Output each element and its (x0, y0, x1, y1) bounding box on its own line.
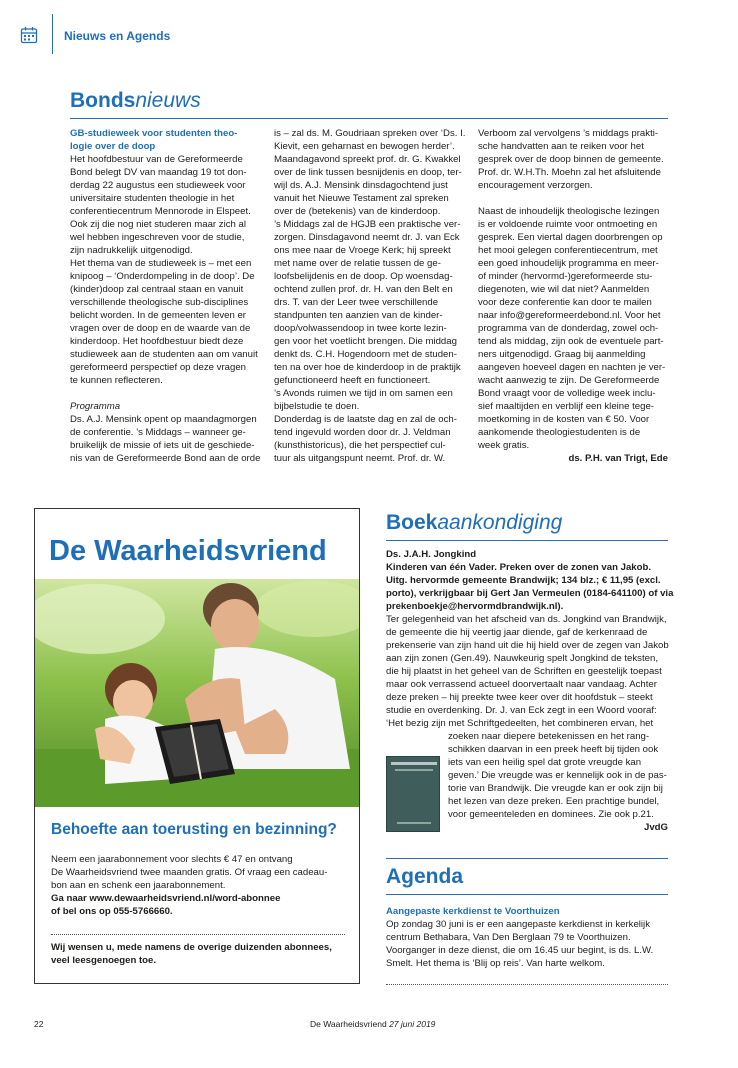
advert-footer-line: Wij wensen u, mede namens de overige duizenden abonnees, (51, 942, 332, 953)
agenda-line: Op zondag 30 juni is er een aangepaste kerkdienst in kerkelijk (386, 919, 650, 930)
body-line: Bond belegt DV van maandag 19 tot don- (70, 167, 247, 178)
advert-text-line: De Waarheidsvriend twee maanden gratis. Of vraag een cadeau- (51, 867, 328, 878)
body-line: wijl ds. A.J. Mensink dinsdagochtend just (274, 180, 448, 191)
body-line: aangeven hoeveel dagen en nachten je ver- (478, 362, 666, 373)
programma-label: Programma (70, 401, 121, 412)
review-line: schikken daarvan in een preek heeft bij tijden ook (448, 744, 659, 755)
book-bib-line: porto), verkrijgbaar bij Gert Jan Vermeulen (0184-641100) of via (386, 588, 674, 599)
body-line: Maandagavond spreekt prof. dr. G. Kwakkel (274, 154, 461, 165)
body-line: is er voldoende ruimte voor ontmoeting en (478, 219, 658, 230)
body-line: is – zal ds. M. Goudriaan spreken over ‘Ds. I. (274, 128, 466, 139)
advert-divider (51, 934, 345, 935)
body-line: standpunten ten aanzien van de kinder- (274, 310, 443, 321)
agenda-line: centrum Bethabara, Van Den Berglaan 79 te Voorthuizen. (386, 932, 631, 943)
advert-body (51, 853, 327, 918)
advert-footer (51, 941, 332, 967)
review-line: studie en overdenking. Dr. J. van Eck zegt in een Woord vooraf: (386, 705, 657, 716)
body-line: Verboom zal vervolgens ’s middags prakti- (478, 128, 659, 139)
body-line: Prof. dr. W.H.Th. Moehn zal het afsluitende (478, 167, 661, 178)
body-line: over de link tussen besnijdenis en doop, ter- (274, 167, 462, 178)
body-line: doop/volwassendoop in twee korte lezin- (274, 323, 447, 334)
section-header-title: Nieuws en Agends (64, 29, 171, 43)
review-line: maar ook verrassend actueel doorvertaalt naar vandaag. Achter (386, 679, 657, 690)
review-line: die hij plaatst in het geheel van de Schriften en geestelijk toepast (386, 666, 662, 677)
body-line: de conferentie. ’s Middags – wanneer ge- (70, 427, 246, 438)
body-line: een goed inhoudelijk programma en meer- (478, 258, 659, 269)
agenda-divider (386, 984, 668, 985)
body-line: voor deze conferentie kan door te mailen (478, 297, 652, 308)
book-review-signature: JvdG (644, 822, 668, 833)
article-heading-line: logie over de doop (70, 141, 156, 152)
review-line: iets van een heilig spel dat grote vreugde kan (448, 757, 642, 768)
review-line: voor gemeenteleden en dominees. Zie ook p.21. (448, 809, 654, 820)
advert-cta-phone: of bel ons op 055-5766660. (51, 906, 173, 917)
body-line: gereformeerd perspectief op deze vragen (70, 362, 246, 373)
review-line: geven.’ Die vreugde was er kennelijk ook in de pas- (448, 770, 667, 781)
body-line: Kievit, een geharnast en bewogen herder’. (274, 141, 455, 152)
boekaankondiging-title: Boekaankondiging (386, 511, 563, 534)
body-line: universitaire studenten theologie in het (70, 193, 235, 204)
book-review-wrap (448, 730, 667, 821)
body-line: gefunctioneerd heeft en functioneert. (274, 375, 431, 386)
advert-cta-link[interactable]: Ga naar www.dewaarheidsvriend.nl/word-abonnee (51, 893, 281, 904)
body-line: (kunsthistoricus), die het perspectief cul- (274, 440, 446, 451)
advert-subtitle: Behoefte aan toerusting en bezinning? (51, 821, 337, 838)
book-bib-line: Uitg. hervormde gemeente Brandwijk; 134 blz.; € 11,95 (excl. (386, 575, 661, 586)
agenda-item (386, 905, 653, 970)
body-line: sief maaltijden en verblijf een kleine tege- (478, 401, 654, 412)
body-line: Het hoofdbestuur van de Gereformeerde (70, 154, 243, 165)
boekaankondiging-rule (386, 540, 668, 541)
body-line: vanuit het Nieuwe Testament zal spreken (274, 193, 449, 204)
publication-name: De Waarheidsvriend (310, 1019, 387, 1029)
review-line: het lezen van deze preken. Een prachtige bundel, (448, 796, 660, 807)
body-line: vragen over de doop en de waarde van de (70, 323, 251, 334)
body-line: studieweek aan de studenten aan om vanuit (70, 349, 258, 360)
advert-text-line: Neem een jaarabonnement voor slechts € 47 en ontvang (51, 854, 293, 865)
review-line: ‘Het bezig zijn met Schriftgedeelten, het combineren ervan, het (386, 718, 654, 729)
body-line: diegenoten, wie wil dat niet? Aanmelden (478, 284, 650, 295)
publication-footer (310, 1019, 435, 1029)
body-line: over de (betekenis) van de kinderdoop. (274, 206, 441, 217)
body-line: derdag 22 augustus een studieweek voor (70, 180, 246, 191)
body-line: met name over de relatie tussen de ge- (274, 258, 441, 269)
agenda-top-rule (386, 858, 668, 859)
bondsnieuws-column-1 (70, 127, 260, 465)
article-signature: ds. P.H. van Trigt, Ede (568, 453, 668, 464)
body-line: wel hebben ingeschreven voor de studie, (70, 232, 245, 243)
subscription-advert (34, 508, 360, 984)
advert-title: De Waarheidsvriend (49, 535, 327, 567)
body-line: conferentiecentrum Mennorode in Elspeet. (70, 206, 251, 217)
body-line: tend als middag, zijn ook de eventuele part- (478, 336, 664, 347)
body-line: ners uitgenodigd. Graag bij aanmelding (478, 349, 646, 360)
body-line: Ds. A.J. Mensink opent op maandagmorgen (70, 414, 257, 425)
body-line: ’s Avonds ruimen we tijd in om samen een (274, 388, 453, 399)
body-line: of minder (hervormd-)gereformeerde stu- (478, 271, 653, 282)
agenda-rule (386, 894, 668, 895)
agenda-line: Voorganger in deze dienst, die om 16.45 uur begint, is ds. L.W. (386, 945, 654, 956)
bondsnieuws-title: Bondsnieuws (70, 89, 201, 112)
body-line: ons mee naar de Vroege Kerk; hij spreekt (274, 245, 451, 256)
body-line: Bond vraagt voor de volledige week inclu- (478, 388, 656, 399)
agenda-item-heading: Aangepaste kerkdienst te Voorthuizen (386, 906, 560, 917)
book-review (386, 548, 673, 730)
body-line: gesprek over de doop binnen de gemeente. (478, 154, 664, 165)
agenda-title: Agenda (386, 865, 464, 888)
body-line: nis van de Gereformeerde Bond aan de orde (70, 453, 261, 464)
book-bib-line: Ds. J.A.H. Jongkind (386, 549, 477, 560)
body-line: gesprek. Een viertal dagen doorbrengen op (478, 232, 663, 243)
review-line: Ter gelegenheid van het afscheid van ds. Jongkind van Brandwijk, (386, 614, 667, 625)
body-line: knipoog – ‘Onderdompeling in de doop’. De (70, 271, 255, 282)
body-line: gen voor het voetlicht brengen. Die middag (274, 336, 457, 347)
body-line: tend ingevuld worden door dr. J. Veldman (274, 427, 451, 438)
body-line: encouragement verzorgen. (478, 180, 593, 191)
review-line: de gemeente die hij veertig jaar diende, gaf de kerkenraad de (386, 627, 648, 638)
body-line: (kinder)doop zal centraal staan en vanuit (70, 284, 244, 295)
body-line: week gratis. (478, 440, 530, 451)
body-line: bijbelstudie te doen. (274, 401, 360, 412)
review-line: zoeken naar diepere betekenissen en het rang- (448, 731, 650, 742)
body-line: zorgen. Dinsdagavond neemt dr. J. van Eck (274, 232, 460, 243)
bondsnieuws-column-2 (274, 127, 465, 465)
body-line: ’s Middags zal de HGJB een praktische ver- (274, 219, 461, 230)
body-line: Donderdag is de laatste dag en zal de och- (274, 414, 457, 425)
body-line: denkt ds. C.H. Hogendoorn met de studen- (274, 349, 457, 360)
body-line: loofsbelijdenis en de doop. Op woensdag- (274, 271, 453, 282)
body-line: sche handvatten aan te reiken voor het (478, 141, 644, 152)
body-line: ten na over hoe de kinderdoop in de praktijk (274, 362, 461, 373)
body-line: Het thema van de studieweek is – met een (70, 258, 252, 269)
publication-date: 27 juni 2019 (389, 1019, 436, 1029)
review-line: deze preken – hij preekte twee keer over dit hoofdstuk – steekt (386, 692, 653, 703)
page-number: 22 (34, 1019, 44, 1029)
body-line: kinderdoop. Het hoofdbestuur biedt deze (70, 336, 244, 347)
calendar-icon (20, 26, 38, 44)
book-review-signature-wrap (386, 821, 668, 834)
body-line: te kunnen reflecteren. (70, 375, 163, 386)
body-line: moetkoming in de kosten van € 50. Voor (478, 414, 650, 425)
body-line: belicht worden. In de gemeenten leven er (70, 310, 246, 321)
body-line: zijn nadrukkelijk uitgenodigd. (70, 245, 193, 256)
body-line: verschillende theologische sub-disciplines (70, 297, 249, 308)
bondsnieuws-column-3 (478, 127, 668, 465)
body-line: Ook zij die nog niet studeren maar zich al (70, 219, 246, 230)
book-bib-line: Kinderen van één Vader. Preken over de zonen van Jakob. (386, 562, 651, 573)
body-line: programma van de donderdag, zowel och- (478, 323, 659, 334)
review-line: torie van Brandwijk. Die vreugde kan er ook zijn bij (448, 783, 663, 794)
article-heading-line: GB-studieweek voor studenten theo- (70, 128, 238, 139)
body-line: ochtend zullen prof. dr. H. van den Belt en (274, 284, 453, 295)
review-line: aan zijn zonen (Gen.49). Nauwkeurig spelt Jongkind de teksten, (386, 653, 658, 664)
body-line: wacht aanwezig te zijn. De Gereformeerde (478, 375, 660, 386)
advert-footer-line: veel leesgenoegen toe. (51, 955, 157, 966)
body-line: tuur als uitgangspunt neemt. Prof. dr. W. (274, 453, 446, 464)
book-bib-line: prekenboekje@hervormdbrandwijk.nl). (386, 601, 564, 612)
body-line: bruikelijk de missie of iets uit de geschiede- (70, 440, 255, 451)
header-divider (52, 14, 53, 54)
bondsnieuws-rule (70, 118, 668, 119)
agenda-line: Smelt. Het thema is ‘Blij op reis’. Van harte welkom. (386, 958, 605, 969)
body-line: Naast de inhoudelijk theologische lezingen (478, 206, 660, 217)
review-line: prekenserie van zijn hand uit die hij hield over de zegen van Jakob (386, 640, 669, 651)
body-line: het mooi gelegen conferentiecentrum, met (478, 245, 658, 256)
body-line: drs. T. van der Leer twee verschillende (274, 297, 439, 308)
father-daughter-reading-photo (35, 579, 359, 807)
body-line: naar info@gereformeerdebond.nl. Voor het (478, 310, 661, 321)
advert-text-line: bon aan en schenk een jaarabonnement. (51, 880, 226, 891)
body-line: aankomende theologiestudenten is de (478, 427, 641, 438)
